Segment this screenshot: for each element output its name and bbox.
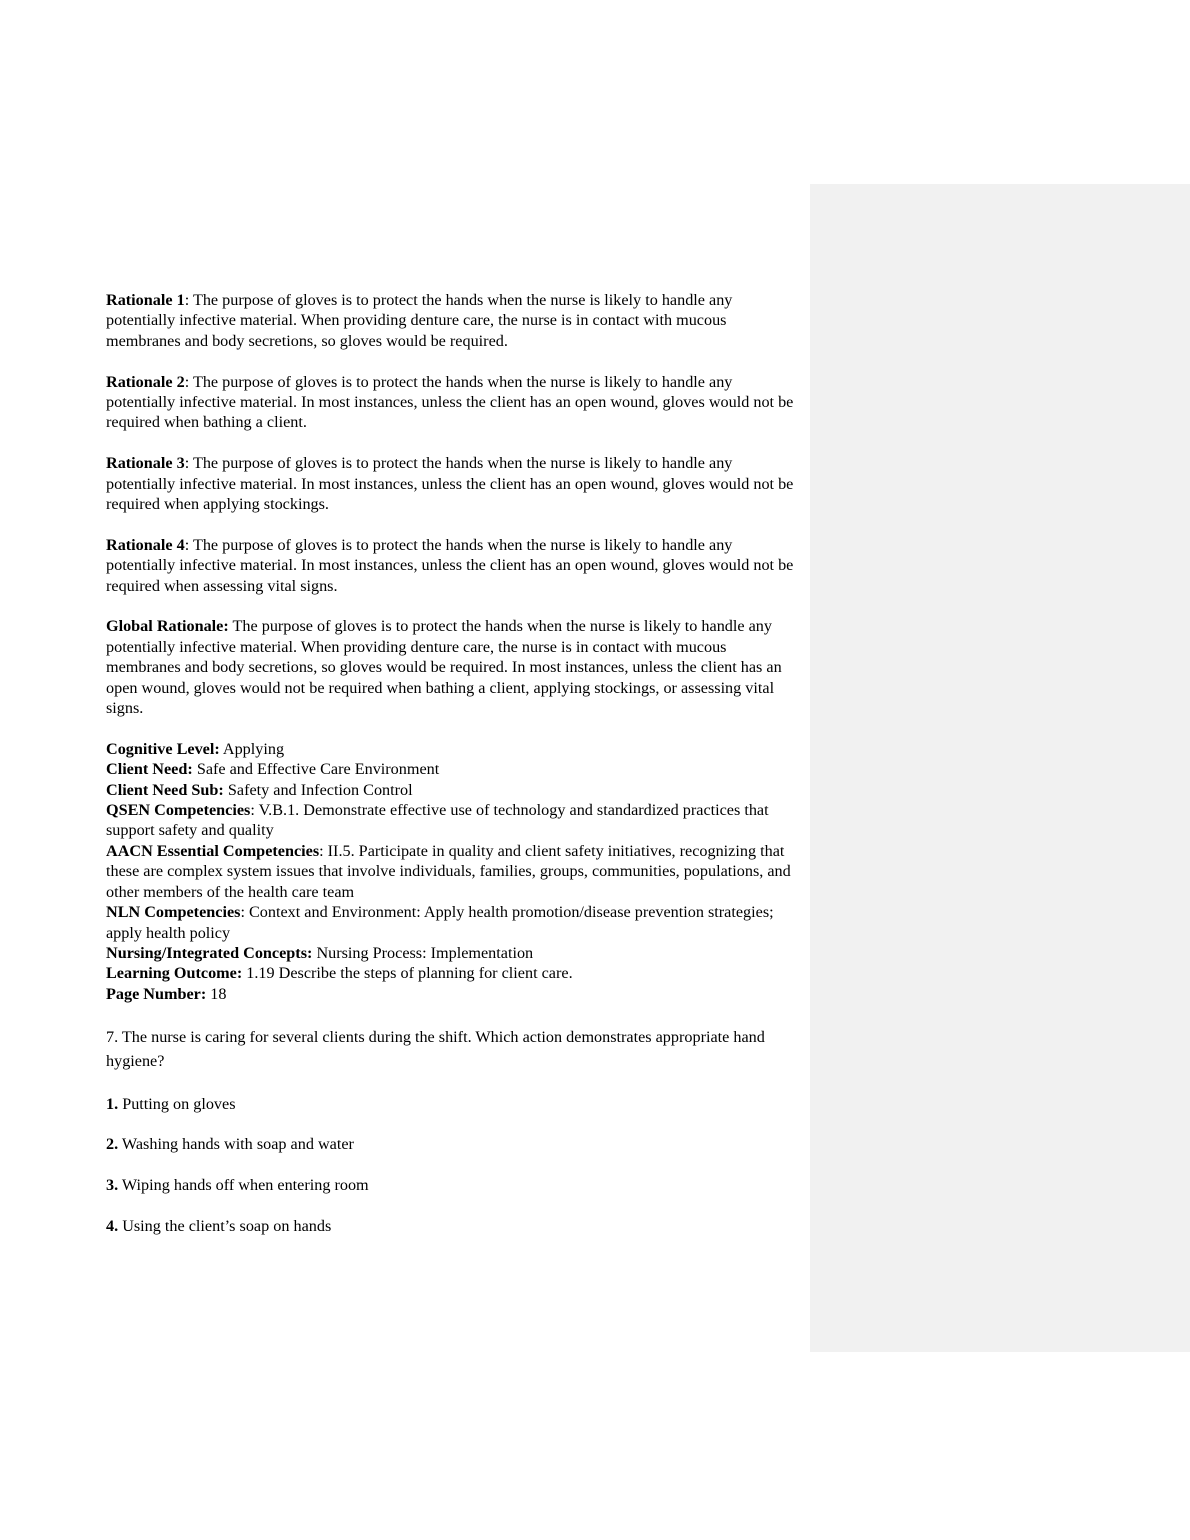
question-metadata [106, 739, 796, 1004]
rationale-1 [106, 290, 796, 351]
meta-label: QSEN Competencies [106, 801, 251, 820]
learning-outcome [106, 963, 796, 983]
meta-value: 18 [206, 984, 227, 1003]
page-number [106, 984, 796, 1004]
meta-value: Nursing Process: Implementation [312, 943, 534, 962]
rationale-2 [106, 372, 796, 433]
rationale-label: Rationale 4 [106, 535, 185, 554]
meta-label: NLN Competencies [106, 903, 241, 922]
rationale-text: : The purpose of gloves is to protect the hands when the nurse is likely to handle any potentially infective material. In most instances, unless the client has an open wound, gloves would not be required when bathing a client. [106, 372, 794, 432]
option-number: 4. [106, 1216, 119, 1235]
global-rationale [106, 616, 796, 718]
rationale-label: Rationale 1 [106, 291, 185, 309]
meta-label: Page Number: [106, 984, 207, 1003]
comment-pane [810, 184, 1190, 1352]
question-stem: 7. The nurse is caring for several clients during the shift. Which action demonstrates appropriate hand hygiene? [106, 1027, 765, 1070]
answer-option [106, 1175, 796, 1195]
meta-label: Client Need Sub: [106, 780, 224, 799]
rationale-label: Rationale 3 [106, 454, 185, 473]
client-need-sub [106, 780, 796, 800]
option-number: 2. [106, 1135, 119, 1154]
option-text: Putting on gloves [118, 1094, 236, 1113]
document-body [106, 290, 796, 1257]
meta-label: AACN Essential Competencies [106, 841, 320, 860]
rationale-text: : The purpose of gloves is to protect the hands when the nurse is likely to handle any potentially infective material. When providing denture care, the nurse is in contact with mucous membranes and body secretions, so gloves would be required. [106, 291, 733, 350]
meta-label: Cognitive Level: [106, 739, 220, 758]
meta-label: Learning Outcome: [106, 964, 243, 983]
nln-competencies [106, 902, 796, 943]
nursing-integrated-concepts [106, 943, 796, 963]
meta-label: Nursing/Integrated Concepts: [106, 943, 313, 962]
meta-value: Safety and Infection Control [223, 780, 413, 799]
client-need [106, 759, 796, 779]
option-text: Washing hands with soap and water [118, 1135, 354, 1154]
answer-option [106, 1094, 796, 1114]
answer-option [106, 1216, 796, 1236]
meta-value: Applying [219, 739, 285, 758]
global-rationale-label: Global Rationale: [106, 617, 229, 636]
meta-value: : II.5. Participate in quality and client safety initiatives, recognizing that these are complex system issues that involve individuals, families, groups, communities, populations, and other members of the health care team [106, 841, 791, 901]
rationale-label: Rationale 2 [106, 372, 185, 391]
rationale-text: : The purpose of gloves is to protect the hands when the nurse is likely to handle any potentially infective material. In most instances, unless the client has an open wound, gloves would not be required when applying stockings. [106, 454, 794, 514]
meta-value: Safe and Effective Care Environment [192, 760, 440, 779]
option-text: Wiping hands off when entering room [118, 1176, 369, 1195]
meta-label: Client Need: [106, 760, 193, 779]
option-text: Using the client’s soap on hands [118, 1216, 332, 1235]
rationale-4 [106, 535, 796, 596]
rationale-3 [106, 453, 796, 514]
global-rationale-text: The purpose of gloves is to protect the hands when the nurse is likely to handle any potentially infective material. When providing denture care, the nurse is in contact with mucous membranes and body secretions, so gloves would be required. In most instances, unless the client has an open wound, gloves would not be required when bathing a client, applying stockings, or assessing vital signs. [106, 617, 782, 718]
meta-value: : Context and Environment: Apply health promotion/disease prevention strategies; apply health policy [106, 903, 774, 942]
rationale-text: : The purpose of gloves is to protect the hands when the nurse is likely to handle any potentially infective material. In most instances, unless the client has an open wound, gloves would not be required when assessing vital signs. [106, 535, 794, 595]
aacn-competencies [106, 841, 796, 902]
qsen-competencies [106, 800, 796, 841]
cognitive-level [106, 739, 796, 759]
option-number: 1. [106, 1094, 119, 1113]
meta-value: : V.B.1. Demonstrate effective use of technology and standardized practices that support safety and quality [106, 801, 769, 840]
meta-value: 1.19 Describe the steps of planning for client care. [242, 964, 573, 983]
option-number: 3. [106, 1176, 119, 1195]
answer-option [106, 1134, 796, 1154]
